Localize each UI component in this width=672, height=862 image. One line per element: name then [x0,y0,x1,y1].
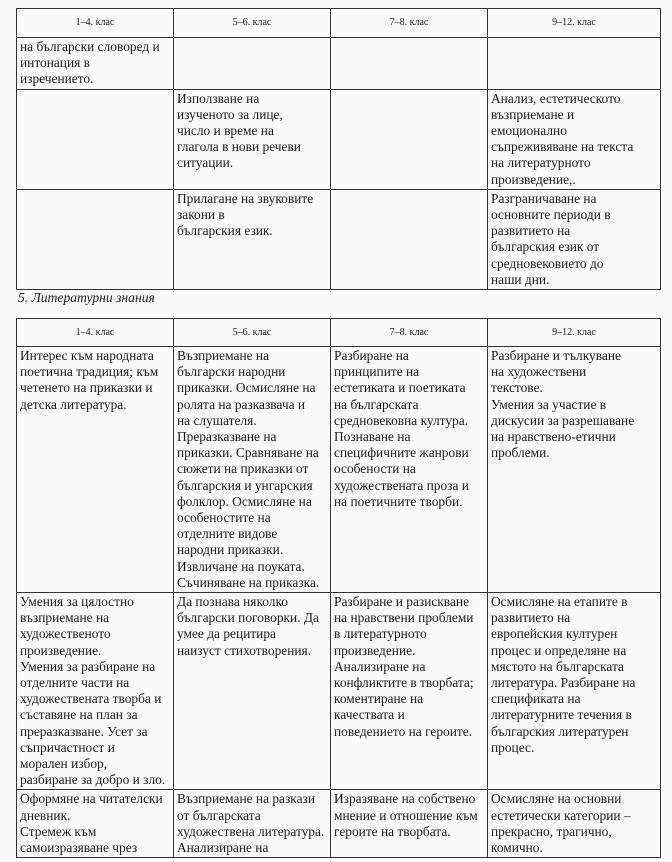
cell-text-line: народни приказки. [177,542,284,558]
cell-text-line: конфликтите в творбата; [334,675,474,691]
table-cell [331,189,488,289]
header-grade-7-8: 7–8. клас [331,319,488,347]
cell-text-line: проблеми. [491,445,550,461]
cell-text-line: спецификата на [491,691,581,707]
table-cell [174,347,331,593]
table-row [17,89,661,189]
cell-text-line: българския и унгарския [177,477,313,493]
table-cell [17,189,174,289]
cell-text-line: отделните части на [20,675,130,691]
cell-text-line: средновековието до [491,255,604,271]
table-cell [331,347,488,593]
cell-text-line: Разбиране на [334,348,409,363]
cell-text-line: на нравствено-етични [491,429,616,445]
cell-text-line: българския литературен [491,723,629,739]
cell-text-line: българския език. [177,223,273,239]
cell-text-line: Възприемане на [177,348,270,363]
cell-text-line: Извличане на поуката. [177,558,305,574]
cell-text-line: принципите на [334,364,420,380]
table-cell [331,790,488,858]
cell-text-line: на българската [334,396,419,412]
cell-text-line: художествената проза и [334,477,469,493]
table-cell [488,593,661,790]
cell-text-line: на български словоред и [20,39,160,54]
cell-text-line: развитието на [491,223,571,239]
cell-text-line: сюжети на приказки от [177,461,309,477]
header-grade-7-8: 7–8. клас [331,9,488,38]
table-header-row [17,319,661,347]
cell-text-line: Изразяване на собствено [334,791,476,807]
cell-text-line: Осмисляне на етапите в [491,594,628,610]
cell-text-line: приказки. Сравняване на [177,445,319,461]
curriculum-table-literature [16,318,661,858]
cell-text-line: съпричастност и [20,739,115,755]
cell-text-line: Умения за участие в [491,396,607,412]
table-cell [17,593,174,790]
cell-text-line: Преразказване на [177,429,277,445]
cell-text-line: българския език от [491,239,600,255]
header-grade-5-6: 5–6. клас [174,319,331,347]
cell-text-line: комично. [491,840,543,856]
cell-text-line: качествата и [334,707,405,723]
cell-text-line: текстове. [491,380,543,396]
cell-text-line: прекрасно, трагично, [491,823,612,839]
table-cell [488,347,661,593]
cell-text-line: приказки. Осмисляне на [177,380,316,396]
table-cell [17,38,174,90]
cell-text-line: естетически категории – [491,807,631,823]
cell-text-line: произведение. [20,642,102,658]
cell-text-line: изречението. [20,71,94,87]
cell-text-line: на литературното [491,155,591,171]
table-cell [331,593,488,790]
cell-text-line: съпреживяване на текста [491,139,634,155]
cell-text-line: произведение. [334,642,416,658]
table-cell [174,89,331,189]
table-row [17,790,661,858]
cell-text-line: възприемане на [20,610,110,626]
table-cell [17,347,174,593]
cell-text-line: литература. Разбиране на [491,675,636,691]
table-cell [488,38,661,90]
table-cell [488,89,661,189]
table-cell [174,790,331,858]
cell-text-line: преразказване. Усет за [20,723,148,739]
table-cell [331,38,488,90]
cell-text-line: европейския културен [491,626,618,642]
table-cell [488,790,661,858]
cell-text-line: Умения за цялостно [20,594,134,610]
cell-text-line: Да познава няколко [177,594,288,610]
cell-text-line: Разбиране и тълкуване [491,348,621,363]
cell-text-line: наши дни. [491,271,550,287]
cell-text-line: художественото [20,626,111,642]
header-grade-5-6: 5–6. клас [174,9,331,38]
cell-text-line: закони в [177,207,225,223]
cell-text-line: ситуации. [177,155,234,171]
cell-text-line: разбиране за добро и зло. [20,772,166,788]
cell-text-line: Анализиране на [177,840,269,856]
cell-text-line: интонация в [20,55,90,71]
cell-text-line: морален избор, [20,756,108,772]
cell-text-line: процес. [491,739,535,755]
cell-text-line: глагола в нови речеви [177,139,301,155]
cell-text-line: Анализиране на [334,658,426,674]
cell-text-line: особеностите на [177,510,271,526]
table-header-row [17,9,661,38]
cell-text-line: мнение и отношение към [334,807,478,823]
header-grade-1-4: 1–4. клас [17,9,174,38]
cell-text-line: на художествени [491,364,587,380]
cell-text-line: Оформяне на читателски [20,791,163,807]
cell-text-line: Използване на [177,90,260,106]
cell-text-line: възприемане и [491,106,575,122]
cell-text-line: Интерес към народната [20,348,154,363]
cell-text-line: детска литература. [20,396,127,412]
cell-text-line: особености на [334,461,416,477]
cell-text-line: български поговорки. Да [177,610,319,626]
cell-text-line: героите на творбата. [334,823,451,839]
cell-text-line: умее да рецитира [177,626,276,642]
table-row [17,347,661,593]
cell-text-line: художествена литература. [177,823,325,839]
cell-text-line: Съчиняване на приказка. [177,574,320,590]
cell-text-line: фолклор. Осмисляне на [177,493,312,509]
cell-text-line: поведението на героите. [334,723,473,739]
table-cell [331,89,488,189]
header-grade-9-12: 9–12. клас [488,9,661,38]
cell-text-line: в литературното [334,626,427,642]
cell-text-line: Анализ, естетическото [491,90,621,106]
cell-text-line: художествената творба и [20,691,162,707]
cell-text-line: емоционално [491,123,567,139]
cell-text-line: развитието на [491,610,571,626]
cell-text-line: на нравствени проблеми [334,610,474,626]
cell-text-line: наизуст стихотворения. [177,642,312,658]
cell-text-line: процес и определяне на [491,642,627,658]
section-title: 5. Литературни знания [18,290,155,305]
cell-text-line: произведение,. [491,171,576,187]
cell-text-line: литературните течения в [491,707,632,723]
cell-text-line: Прилагане на звуковите [177,190,314,206]
cell-text-line: ролята на разказвача и [177,396,306,412]
header-grade-9-12: 9–12. клас [488,319,661,347]
table-row [17,189,661,289]
cell-text-line: на поетичните творби. [334,493,463,509]
cell-text-line: самоизразяване чрез [20,840,138,856]
cell-text-line: специфичните жанрови [334,445,469,461]
cell-text-line: естетиката и поетиката [334,380,466,396]
cell-text-line: Познаване на [334,429,411,445]
table-cell [174,38,331,90]
curriculum-table-language [16,8,661,290]
cell-text-line: мястото на българската [491,658,624,674]
cell-text-line: средновековна култура. [334,412,469,428]
cell-text-line: изученото за лице, [177,106,283,122]
cell-text-line: коментиране на [334,691,424,707]
cell-text-line: Разбиране и разискване [334,594,470,610]
table-cell [17,89,174,189]
header-grade-1-4: 1–4. клас [17,319,174,347]
cell-text-line: отделните видове [177,526,278,542]
table-row [17,38,661,90]
cell-text-line: от българската [177,807,261,823]
table-row [17,593,661,790]
cell-text-line: на слушателя. [177,412,257,428]
cell-text-line: Осмисляне на основни [491,791,622,807]
cell-text-line: Възприемане на разкази [177,791,315,807]
cell-text-line: български народни [177,364,286,380]
cell-text-line: дневник. [20,807,71,823]
table-cell [174,593,331,790]
cell-text-line: Стремеж към [20,823,97,839]
cell-text-line: съставяне на план за [20,707,138,723]
cell-text-line: дискусии за разрешаване [491,412,635,428]
cell-text-line: Умения за разбиране на [20,658,156,674]
table-cell [488,189,661,289]
table-cell [174,189,331,289]
table-cell [17,790,174,858]
cell-text-line: основните периоди в [491,207,611,223]
cell-text-line: число и време на [177,123,274,139]
cell-text-line: четенето на приказки и [20,380,153,396]
cell-text-line: Разграничаване на [491,190,597,206]
cell-text-line: поетична традиция; към [20,364,159,380]
